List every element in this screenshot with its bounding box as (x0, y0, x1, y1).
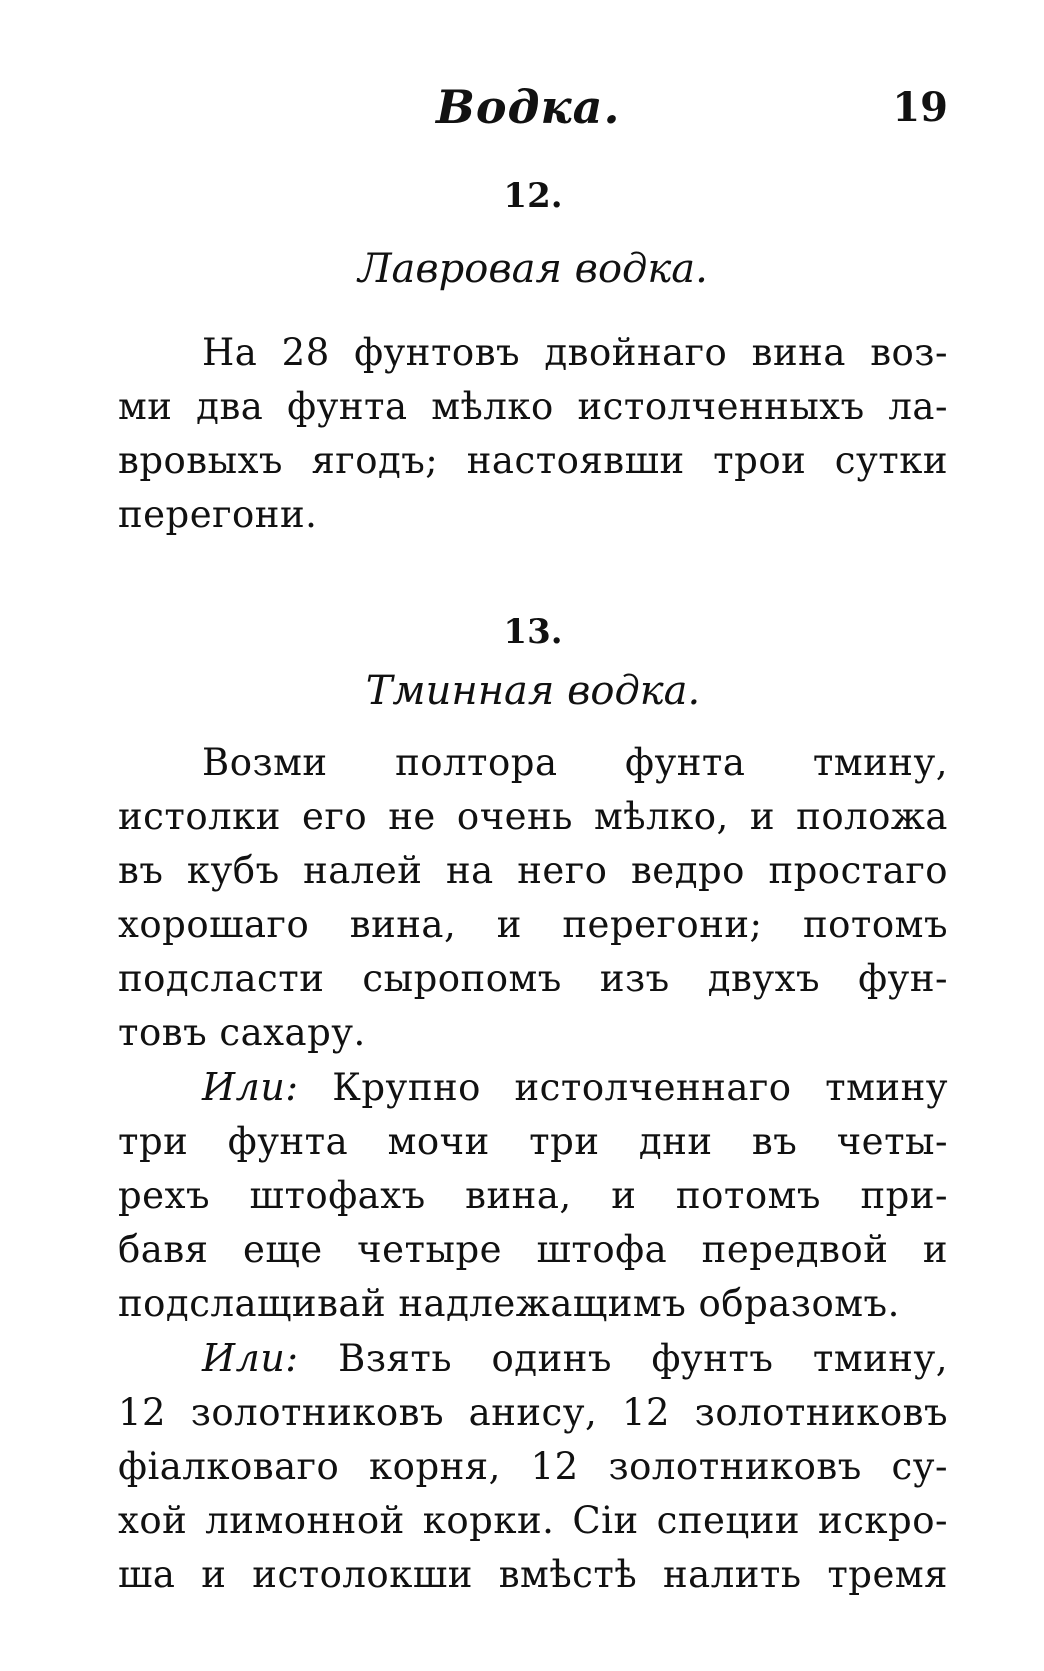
recipe-title-12: Лавровая водка. (358, 246, 708, 292)
text-line: ша и истолокши вмѣстѣ налить тремя (118, 1553, 948, 1596)
variant-label: Или: (202, 1336, 299, 1380)
text-line: истолки его не очень мѣлко, и положа (118, 795, 948, 838)
text-line: На 28 фунтовъ двойнаго вина воз- (202, 331, 948, 374)
text-line: въ кубъ налей на него ведро простаго (118, 849, 948, 892)
text-line: подсласти сыропомъ изъ двухъ фун- (118, 957, 948, 1000)
variant-first-line (118, 1331, 948, 1386)
recipe-text-12 (118, 326, 948, 542)
text-line: перегони. (118, 493, 318, 536)
variant-label: Или: (202, 1065, 299, 1109)
text-line: вровыхъ ягодъ; настоявши трои сутки (118, 439, 948, 482)
variant-text: Крупно истолченнаго тмину (332, 1066, 948, 1109)
text-line: хорошаго вина, и перегони; потомъ (118, 903, 948, 946)
recipe-title-13: Тминная водка. (365, 668, 701, 714)
text-line: подслащивай надлежащимъ образомъ. (118, 1282, 900, 1325)
text-line: хой лимонной корки. Сіи специи искро- (118, 1499, 948, 1542)
text-line: три фунта мочи три дни въ четы- (118, 1120, 948, 1163)
text-line: рехъ штофахъ вина, и потомъ при- (118, 1174, 948, 1217)
book-page (118, 70, 948, 1602)
text-line: Возми полтора фунта тмину, (202, 741, 948, 784)
variant-text: Взять одинъ фунтъ тмину, (338, 1337, 948, 1380)
text-line: 12 золотниковъ анису, 12 золотниковъ (118, 1391, 948, 1434)
variant-first-line (118, 1060, 948, 1115)
text-line: бавя еще четыре штофа передвой и (118, 1228, 948, 1271)
recipe-number-13: 13. (503, 612, 563, 652)
text-line: ми два фунта мѣлко истолченныхъ ла- (118, 385, 948, 428)
text-line: товъ сахару. (118, 1011, 366, 1054)
recipe-number-12: 12. (503, 176, 563, 216)
recipe-text-13 (118, 736, 948, 1602)
text-line: фіалковаго корня, 12 золотниковъ су- (118, 1445, 948, 1488)
running-title: Водка. (436, 80, 621, 134)
running-head (118, 70, 948, 140)
page-number: 19 (892, 84, 948, 131)
